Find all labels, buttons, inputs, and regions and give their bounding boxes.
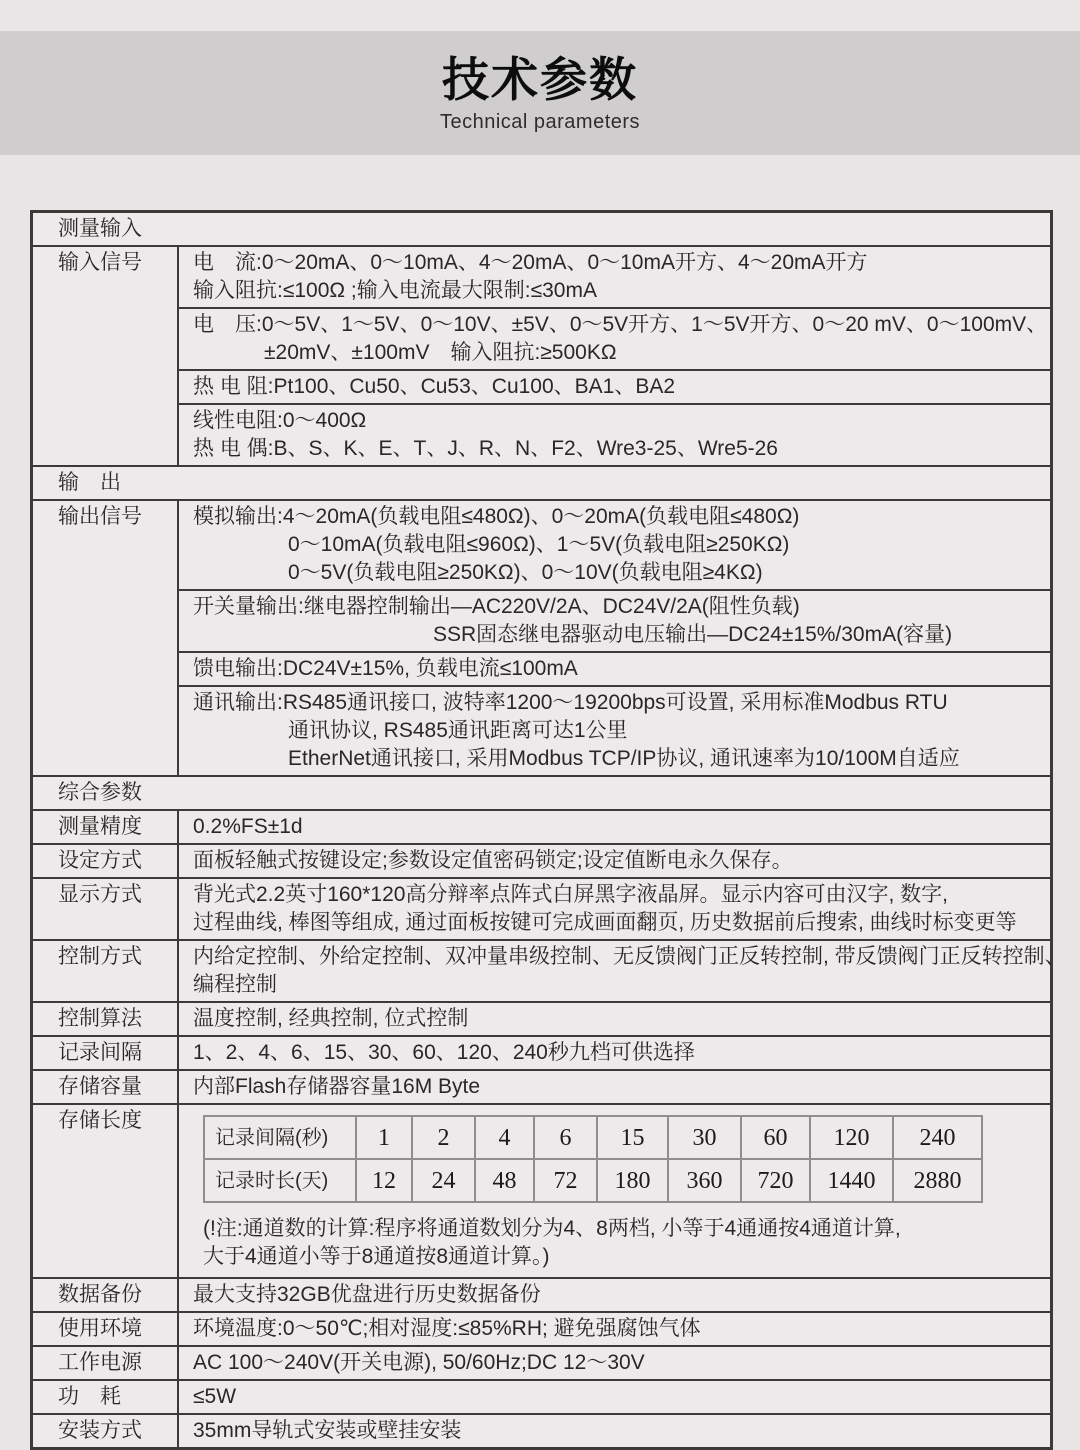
row-accuracy — [33, 811, 1050, 845]
duration-cell: 360 — [668, 1159, 741, 1202]
interval-cell: 240 — [893, 1116, 982, 1159]
label-record-interval: 记录间隔 — [33, 1037, 179, 1069]
row-control-algo — [33, 1003, 1050, 1037]
duration-cell: 72 — [534, 1159, 597, 1202]
subcell-current — [179, 247, 1050, 309]
subcell-analog-output — [179, 501, 1050, 591]
row-mounting — [33, 1415, 1050, 1447]
control-mode-line-1: 内给定控制、外给定控制、双冲量串级控制、无反馈阀门正反转控制, 带反馈阀门正反转控制、 — [193, 945, 1066, 968]
label-control-mode: 控制方式 — [33, 941, 179, 1001]
value-record-interval: 1、2、4、6、15、30、60、120、240秒九档可供选择 — [193, 1041, 695, 1064]
section-row-output — [33, 467, 1050, 501]
interval-cell: 60 — [741, 1116, 810, 1159]
label-storage-length: 存储长度 — [33, 1105, 179, 1277]
top-strip — [0, 0, 1080, 31]
control-mode-content — [179, 941, 1066, 1001]
label-backup: 数据备份 — [33, 1279, 179, 1311]
row-input-signal — [33, 247, 1050, 467]
storage-note — [203, 1215, 1046, 1271]
value-control-algo: 温度控制, 经典控制, 位式控制 — [193, 1007, 469, 1030]
section-row-general — [33, 777, 1050, 811]
section-title-output: 输 出 — [58, 471, 121, 494]
row-output-signal — [33, 501, 1050, 777]
feed-line: 馈电输出:DC24V±15%, 负载电流≤100mA — [193, 657, 578, 680]
row-display — [33, 879, 1050, 941]
linear-resistance-line: 线性电阻:0～400Ω — [193, 409, 367, 432]
duration-cell: 1440 — [810, 1159, 893, 1202]
value-setting: 面板轻触式按键设定;参数设定值密码锁定;设定值断电永久保存。 — [193, 849, 793, 872]
row-environment — [33, 1313, 1050, 1347]
control-mode-line-2: 编程控制 — [193, 973, 277, 996]
label-setting: 设定方式 — [33, 845, 179, 877]
rtd-line: 热 电 阻:Pt100、Cu50、Cu53、Cu100、BA1、BA2 — [193, 375, 676, 398]
value-consumption: ≤5W — [193, 1385, 237, 1408]
value-power: AC 100～240V(开关电源), 50/60Hz;DC 12～30V — [193, 1351, 645, 1374]
subcell-voltage — [179, 309, 1050, 371]
label-consumption: 功 耗 — [33, 1381, 179, 1413]
subcell-control-mode — [179, 941, 1066, 1001]
label-input-signal: 输入信号 — [33, 247, 179, 465]
section-title-measure-input: 测量输入 — [58, 217, 142, 240]
subcell-comm-output — [179, 687, 1050, 775]
storage-table-row-intervals — [204, 1116, 982, 1159]
label-power: 工作电源 — [33, 1347, 179, 1379]
label-environment: 使用环境 — [33, 1313, 179, 1345]
subcell-switch-output — [179, 591, 1050, 653]
voltage-line-2: ±20mV、±100mV 输入阻抗:≥500KΩ — [264, 341, 617, 364]
input-signal-content — [179, 247, 1050, 465]
interval-cell: 2 — [412, 1116, 475, 1159]
subcell-linear-tc — [179, 405, 1050, 465]
storage-row2-label: 记录时长(天) — [204, 1159, 356, 1202]
thermocouple-line: 热 电 偶:B、S、K、E、T、J、R、N、F2、Wre3-25、Wre5-26 — [193, 437, 778, 460]
comm-line-2: 通讯协议, RS485通讯距离可达1公里 — [288, 719, 628, 742]
duration-cell: 24 — [412, 1159, 475, 1202]
subcell-rtd — [179, 371, 1050, 405]
subcell-feed-output — [179, 653, 1050, 687]
label-control-algo: 控制算法 — [33, 1003, 179, 1035]
current-line-1: 电 流:0～20mA、0～10mA、4～20mA、0～10mA开方、4～20mA开方 — [193, 251, 868, 274]
comm-line-1: 通讯输出:RS485通讯接口, 波特率1200～19200bps可设置, 采用标准Modbus RTU — [193, 691, 948, 714]
value-environment: 环境温度:0～50℃;相对湿度:≤85%RH; 避免强腐蚀气体 — [193, 1317, 701, 1340]
duration-cell: 48 — [475, 1159, 534, 1202]
storage-table-row-durations — [204, 1159, 982, 1202]
analog-line-1: 模拟输出:4～20mA(负载电阻≤480Ω)、0～20mA(负载电阻≤480Ω) — [193, 505, 800, 528]
section-row-measure-input — [33, 213, 1050, 247]
value-accuracy: 0.2%FS±1d — [193, 815, 303, 838]
storage-row1-label: 记录间隔(秒) — [204, 1116, 356, 1159]
comm-line-3: EtherNet通讯接口, 采用Modbus TCP/IP协议, 通讯速率为10/100M自适应 — [288, 747, 960, 770]
display-content — [179, 879, 1050, 939]
interval-cell: 4 — [475, 1116, 534, 1159]
row-consumption — [33, 1381, 1050, 1415]
duration-cell: 720 — [741, 1159, 810, 1202]
voltage-line-1: 电 压:0～5V、1～5V、0～10V、±5V、0～5V开方、1～5V开方、0～20 mV、0～100mV、 — [193, 313, 1048, 336]
row-power — [33, 1347, 1050, 1381]
display-line-2: 过程曲线, 棒图等组成, 通过面板按键可完成画面翻页, 历史数据前后搜索, 曲线时标变更等 — [193, 911, 1017, 934]
display-line-1: 背光式2.2英寸160*120高分辩率点阵式白屏黑字液晶屏。显示内容可由汉字, 数字, — [193, 883, 948, 906]
interval-cell: 1 — [356, 1116, 412, 1159]
label-mounting: 安装方式 — [33, 1415, 179, 1447]
duration-cell: 2880 — [893, 1159, 982, 1202]
interval-cell: 30 — [668, 1116, 741, 1159]
label-storage-capacity: 存储容量 — [33, 1071, 179, 1103]
subcell-display — [179, 879, 1050, 939]
title-band — [0, 31, 1080, 155]
interval-cell: 120 — [810, 1116, 893, 1159]
value-mounting: 35mm导轨式安装或壁挂安装 — [193, 1419, 462, 1442]
label-accuracy: 测量精度 — [33, 811, 179, 843]
interval-cell: 15 — [597, 1116, 668, 1159]
row-storage-capacity — [33, 1071, 1050, 1105]
value-backup: 最大支持32GB优盘进行历史数据备份 — [193, 1283, 541, 1306]
current-line-2: 输入阻抗:≤100Ω ;输入电流最大限制:≤30mA — [193, 279, 597, 302]
switch-line-2: SSR固态继电器驱动电压输出—DC24±15%/30mA(容量) — [433, 623, 953, 646]
label-display: 显示方式 — [33, 879, 179, 939]
analog-line-2: 0～10mA(负载电阻≤960Ω)、1～5V(负载电阻≥250KΩ) — [288, 533, 790, 556]
page-title: 技术参数 — [442, 53, 638, 107]
interval-cell: 6 — [534, 1116, 597, 1159]
page-subtitle: Technical parameters — [439, 110, 641, 133]
label-output-signal: 输出信号 — [33, 501, 179, 775]
value-storage-capacity: 内部Flash存储器容量16M Byte — [193, 1075, 481, 1098]
spec-table — [30, 210, 1066, 1450]
analog-line-3: 0～5V(负载电阻≥250KΩ)、0～10V(负载电阻≥4KΩ) — [288, 561, 763, 584]
row-setting — [33, 845, 1050, 879]
row-backup — [33, 1279, 1050, 1313]
row-storage-length — [33, 1105, 1050, 1279]
duration-cell: 12 — [356, 1159, 412, 1202]
storage-note-line-2: 大于4通道小等于8通道按8通道计算。) — [203, 1245, 550, 1268]
section-title-general: 综合参数 — [58, 781, 142, 804]
storage-length-content — [179, 1105, 1050, 1277]
output-signal-content — [179, 501, 1050, 775]
duration-cell: 180 — [597, 1159, 668, 1202]
row-record-interval — [33, 1037, 1050, 1071]
row-control-mode — [33, 941, 1066, 1003]
switch-line-1: 开关量输出:继电器控制输出—AC220V/2A、DC24V/2A(阻性负载) — [193, 595, 800, 618]
storage-note-line-1: (!注:通道数的计算:程序将通道数划分为4、8两档, 小等于4通通按4通道计算, — [203, 1217, 901, 1240]
storage-duration-table — [203, 1115, 983, 1203]
